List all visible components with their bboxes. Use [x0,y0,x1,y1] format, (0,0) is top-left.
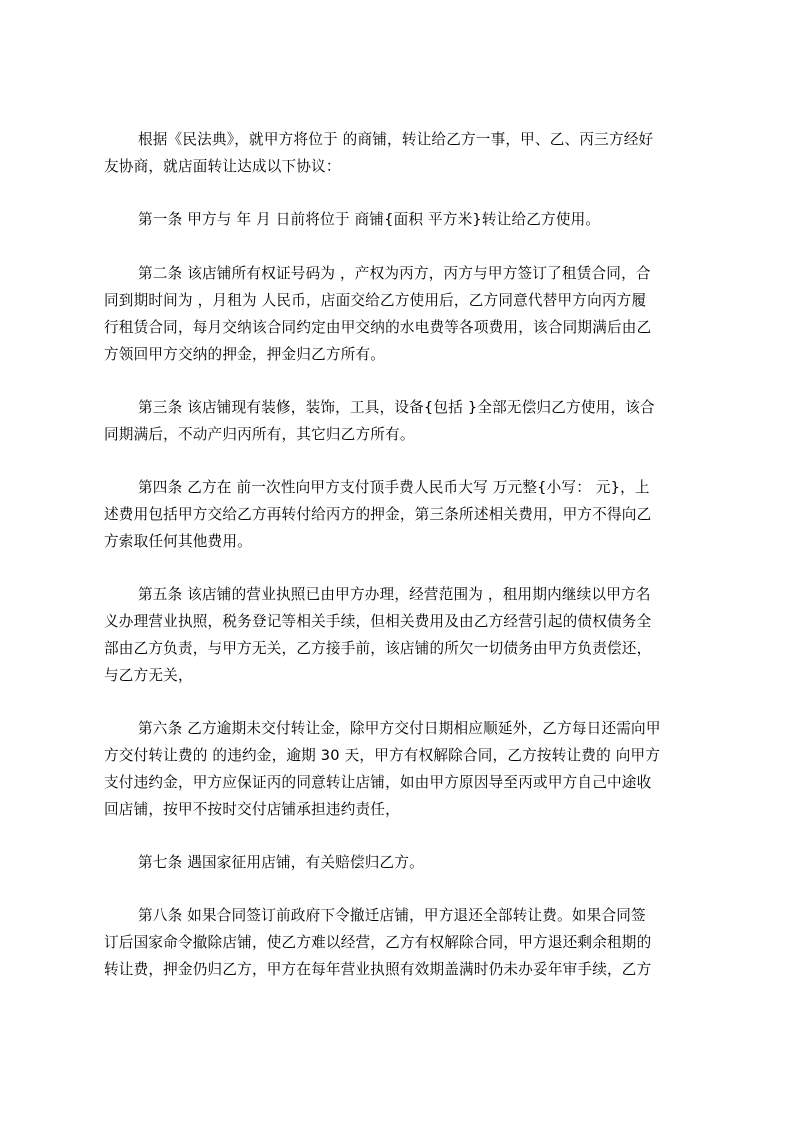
text-line: 第五条 该店铺的营业执照已由甲方办理，经营范围为 ，租用期内继续以甲方名 [138,586,651,603]
text-line: 根据《民法典》，就甲方将位于 的商铺，转让给乙方一事，甲、乙、丙三方经好 [138,131,654,148]
text-line: 同期满后，不动产归丙所有，其它归乙方所有。 [104,426,415,443]
text-line: 第八条 如果合同签订前政府下令撤迁店铺，甲方退还全部转让费。如果合同签 [138,907,646,924]
text-line: 友协商，就店面转让达成以下协议： [104,158,341,175]
text-line: 方领回甲方交纳的押金，押金归乙方所有。 [104,346,386,363]
text-line: 行租赁合同，每月交纳该合同约定由甲交纳的水电费等各项费用，该合同期满后由乙 [104,319,652,336]
text-line: 订后国家命令撤除店铺，使乙方难以经营，乙方有权解除合同，甲方退还剩余租期的 [104,934,652,951]
text-line: 第二条 该店铺所有权证号码为 ，产权为丙方，丙方与甲方签订了租赁合同，合 [138,265,651,282]
text-line: 与乙方无关， [104,667,193,684]
text-line: 部由乙方负责，与甲方无关，乙方接手前，该店铺的所欠一切债务由甲方负责偿还， [104,640,652,657]
text-line: 第七条 遇国家征用店铺，有关赔偿归乙方。 [138,854,424,871]
text-line: 述费用包括甲方交给乙方再转付给丙方的押金，第三条所述相关费用，甲方不得向乙 [104,506,652,523]
text-line: 第四条 乙方在 前一次性向甲方支付顶手费人民币大写 万元整{小写： 元}，上 [138,479,650,496]
text-line: 方索取任何其他费用。 [104,533,252,550]
text-line: 义办理营业执照，税务登记等相关手续，但相关费用及由乙方经营引起的债权债务全 [104,613,652,630]
text-line: 支付违约金，甲方应保证丙的同意转让店铺，如由甲方原因导至丙或甲方自己中途收 [104,774,652,791]
text-line: 第六条 乙方逾期未交付转让金，除甲方交付日期相应顺延外，乙方每日还需向甲 [138,720,661,737]
text-line: 同到期时间为 ，月租为 人民币，店面交给乙方使用后，乙方同意代替甲方向丙方履 [104,292,647,309]
text-line: 转让费，押金仍归乙方，甲方在每年营业执照有效期盖满时仍未办妥年审手续，乙方 [104,961,652,978]
text-line: 方交付转让费的 的违约金，逾期 30 天，甲方有权解除合同，乙方按转让费的 向甲方 [104,747,661,764]
text-line: 回店铺，按甲不按时交付店铺承担违约责任， [104,801,400,818]
text-line: 第三条 该店铺现有装修，装饰，工具，设备{包括 }全部无偿归乙方使用，该合 [138,399,655,416]
text-line: 第一条 甲方与 年 月 日前将位于 商铺{面积 平方米}转让给乙方使用。 [138,211,601,228]
